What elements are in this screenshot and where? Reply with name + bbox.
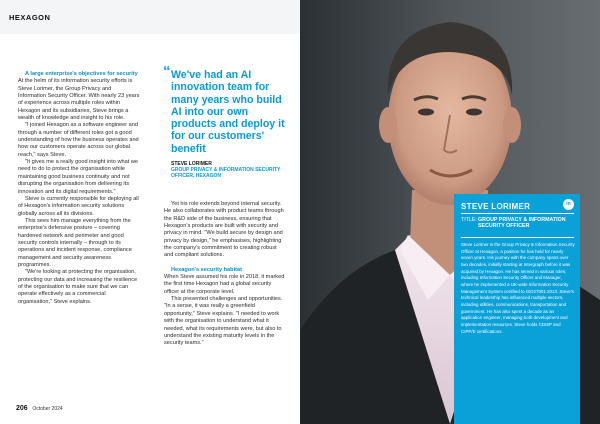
pull-quote: We've had an AI innovation team for many years who build AI into our own products and deploy it for our customers' benefit xyxy=(171,69,285,155)
left-article-column xyxy=(18,71,140,306)
issue-date: October 2024 xyxy=(32,406,63,412)
divider xyxy=(461,213,574,214)
bio-title: GROUP PRIVACY & INFORMATION SECURITY OFFICER xyxy=(478,217,566,230)
article-paragraph: "It gives me a really good insight into what we need to do to protect the organisation while maintaining good business continuity and not disrupting the organisation from delivering its innovation and its digital requirements." xyxy=(18,159,138,195)
article-paragraph: This presented challenges and opportunities. "In a sense, it was really a greenfield opportunity," Steve explains. "I needed to work with the organisation to understand what it needed, what its requirements were, but also to understand the existing maturity levels in the security teams." xyxy=(164,296,283,347)
section-subhead: Hexagon's security habitat xyxy=(171,266,242,273)
article-paragraph: At the helm of its information security efforts is Steve Lorimer, the Group Privacy and Information Security Officer. With nearly 23 years of experience across multiple roles within Hexagon and its subsidiaries, Steve brings a wealth of knowledge and insight to his role. xyxy=(18,78,140,122)
article-paragraph: "We're looking at protecting the organisation, protecting our data and increasing the resilience of the organisation to make sure that we can operate effectively as a commercial organisation," Steve explains. xyxy=(18,269,138,305)
article-paragraph: Steve is currently responsible for deploying all of Hexagon's information security solutions globally across all its divisions. xyxy=(18,195,139,217)
article-paragraph: Yet his role extends beyond internal security. He also collaborates with product teams through the R&D side of the business, ensuring that Hexagon's products are built with security and privacy in mind. "We build secure by design and privacy by design," he emphasises, highlighting the company's commitment to creating robust and compliant solutions. xyxy=(164,201,284,259)
header-bar xyxy=(0,0,300,34)
page-footer xyxy=(16,405,63,412)
bio-title-label: TITLE: xyxy=(461,217,477,223)
article-paragraph: "I joined Hexagon as a software engineer and through a number of different roles got a good understanding of how the business operates and how our customers operate across our global reach," says Steve. xyxy=(18,122,139,158)
divider xyxy=(461,237,574,238)
bio-box xyxy=(454,194,580,424)
bio-text: Steve Lorimer is the Group Privacy & Information Security Officer at Hexagon, a position he has held for nearly seven years. His journey with the company spans over two decades, initially starting at Intergraph before it was acquired by Hexagon. He has served in various roles, including Information Security Officer and Manager, where he implemented a UK-wide Information Security Management System certified to ISO27001:2013. Steve's technical leadership has influenced multiple sectors, including utilities, communications, transportation and government. He has also spent a decade as an application engineer, managing both development and implementation resources. Steve holds CISSP and CIPP/E certifications. xyxy=(461,242,575,334)
section-subhead: A large enterprise's objectives for security xyxy=(25,71,138,77)
right-article-column xyxy=(164,201,286,348)
pull-quote-title: GROUP PRIVACY & INFORMATION SECURITY OFFICER, HEXAGON xyxy=(171,167,281,179)
pull-quote-name: STEVE LORIMER xyxy=(171,161,212,167)
linkedin-icon[interactable]: in xyxy=(563,199,574,210)
magazine-name: HEXAGON xyxy=(9,13,51,22)
quote-mark-icon: “ xyxy=(163,63,171,80)
bio-name: STEVE LORIMER xyxy=(461,202,531,211)
article-paragraph: When Steve assumed his role in 2018, it marked the first time Hexagon had a global security officer at the corporate level. xyxy=(164,274,285,295)
article-paragraph: This sees him manage everything from the enterprise's defensive posture – covering hardened network and perimeter and good security controls internally – through to its operations and incident response, compliance management and security awareness programmes. xyxy=(18,217,132,268)
page-number: 206 xyxy=(16,405,28,412)
